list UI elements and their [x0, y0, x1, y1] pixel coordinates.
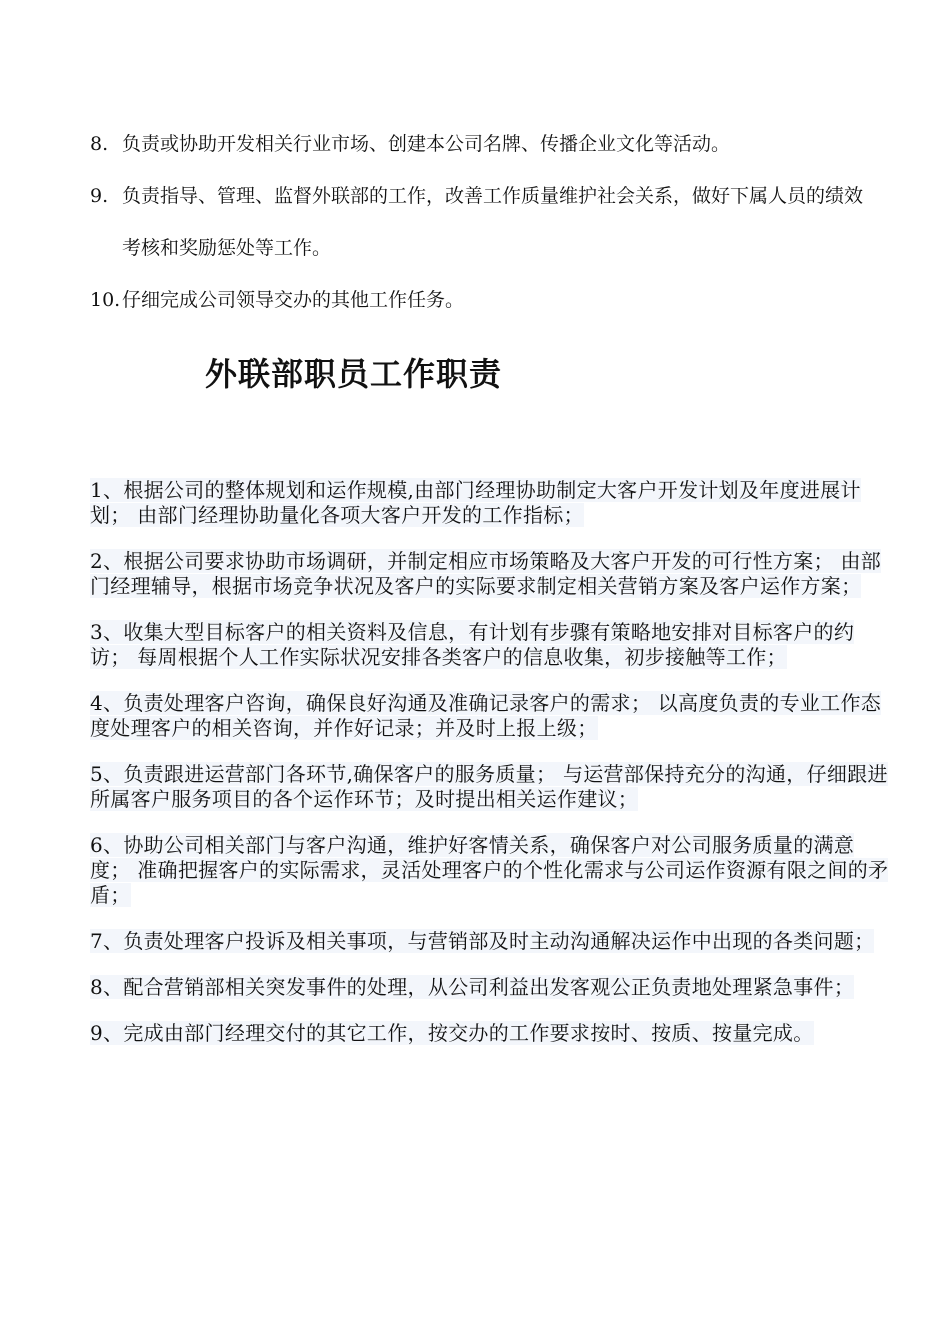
- duty-paragraph: [90, 478, 890, 528]
- list-item-text: 负责或协助开发相关行业市场、创建本公司名牌、传播企业文化等活动。: [122, 133, 731, 155]
- list-item-number: 10.: [90, 289, 121, 311]
- duty-text: 2、根据公司要求协助市场调研，并制定相应市场策略及大客户开发的可行性方案； 由部门经理辅导，根据市场竞争状况及客户的实际要求制定相关营销方案及客户运作方案；: [90, 549, 882, 598]
- duty-paragraph: [90, 929, 890, 954]
- duty-text: 4、负责处理客户咨询，确保良好沟通及准确记录客户的需求； 以高度负责的专业工作态度处理客户的相关咨询，并作好记录；并及时上报上级；: [90, 691, 882, 740]
- list-item: [90, 118, 880, 170]
- list-item: [90, 274, 880, 326]
- duty-text: 3、收集大型目标客户的相关资料及信息，有计划有步骤有策略地安排对目标客户的约访； 每周根据个人工作实际状况安排各类客户的信息收集，初步接触等工作；: [90, 620, 855, 669]
- list-item-text: 负责指导、管理、监督外联部的工作，改善工作质量维护社会关系，做好下属人员的绩效考核和奖励惩处等工作。: [122, 185, 864, 259]
- continued-numbered-list: [90, 118, 880, 326]
- duty-text: 9、完成由部门经理交付的其它工作，按交办的工作要求按时、按质、按量完成。: [90, 1021, 814, 1045]
- duty-text: 6、协助公司相关部门与客户沟通，维护好客情关系，确保客户对公司服务质量的满意度； 准确把握客户的实际需求，灵活处理客户的个性化需求与公司运作资源有限之间的矛盾；: [90, 833, 889, 907]
- duty-paragraph: [90, 762, 890, 812]
- duty-paragraph: [90, 975, 890, 1000]
- list-item-text: 仔细完成公司领导交办的其他工作任务。: [122, 289, 465, 311]
- section-title: 外联部职员工作职责: [205, 355, 503, 393]
- duty-text: 1、根据公司的整体规划和运作规模,由部门经理协助制定大客户开发计划及年度进展计划； 由部门经理协助量化各项大客户开发的工作指标；: [90, 478, 861, 527]
- duty-paragraph: [90, 549, 890, 599]
- duty-paragraph: [90, 620, 890, 670]
- duty-paragraph: [90, 1021, 890, 1046]
- list-item-number: 9.: [90, 185, 109, 207]
- duties-list: [90, 478, 890, 1067]
- duty-paragraph: [90, 833, 890, 908]
- duty-paragraph: [90, 691, 890, 741]
- duty-text: 8、配合营销部相关突发事件的处理，从公司利益出发客观公正负责地处理紧急事件；: [90, 975, 855, 999]
- duty-text: 7、负责处理客户投诉及相关事项，与营销部及时主动沟通解决运作中出现的各类问题；: [90, 929, 875, 953]
- list-item: [90, 170, 880, 274]
- duty-text: 5、负责跟进运营部门各环节,确保客户的服务质量； 与运营部保持充分的沟通，仔细跟进所属客户服务项目的各个运作环节；及时提出相关运作建议；: [90, 762, 888, 811]
- list-item-number: 8.: [90, 133, 109, 155]
